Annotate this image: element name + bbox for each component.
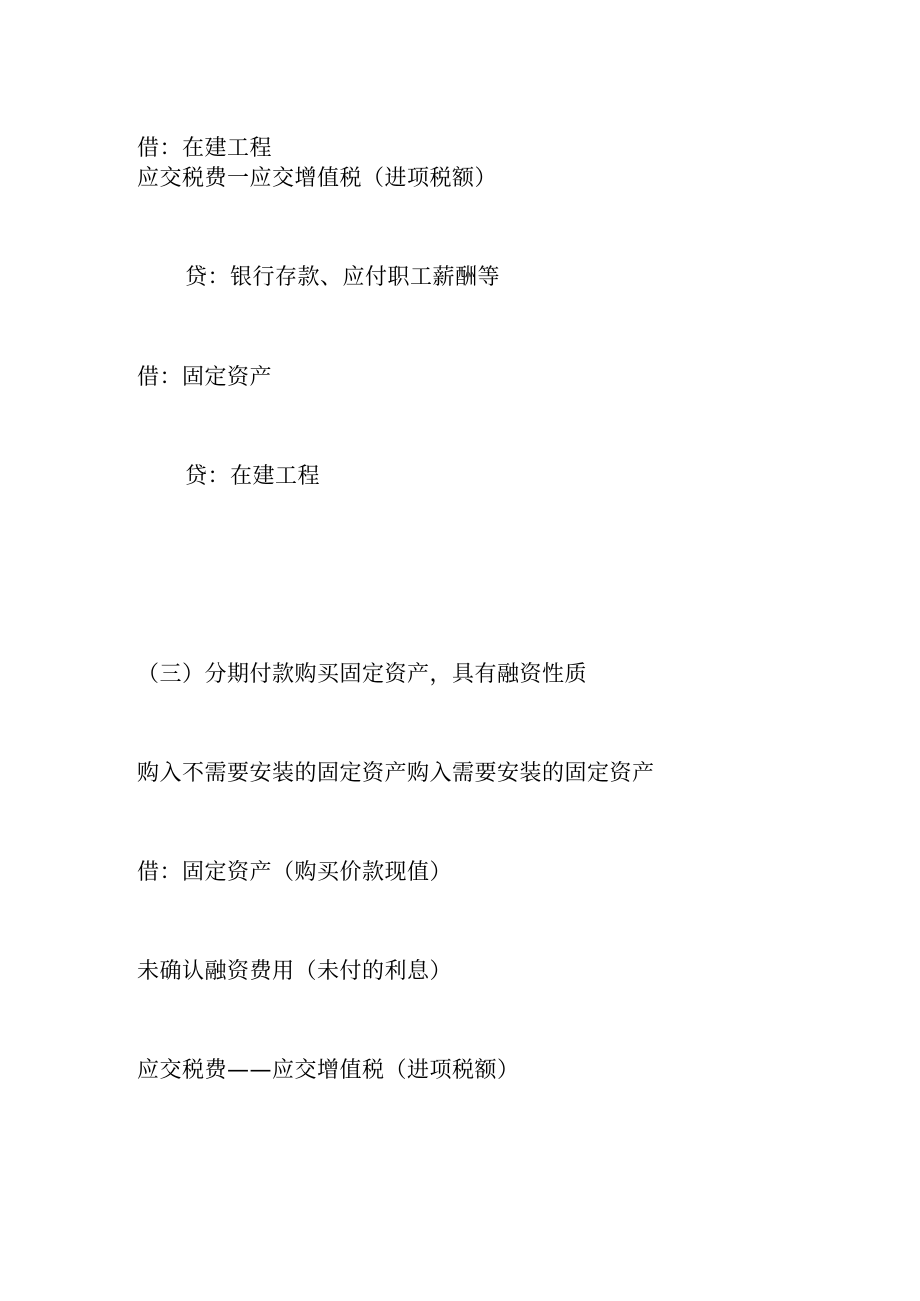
credit-bank-deposit-line: 贷：银行存款、应付职工薪酬等 [185,265,501,290]
vat-input-tax-line: 应交税费一应交增值税（进项税额） [137,166,498,191]
unrecognized-financing-expense-line: 未确认融资费用（未付的利息） [137,959,453,984]
vat-input-tax-line-2: 应交税费——应交增值税（进项税额） [137,1058,520,1083]
debit-fixed-assets-present-value: 借：固定资产（购买价款现值） [137,860,453,885]
debit-fixed-assets: 借：固定资产 [137,365,273,390]
debit-construction-in-progress: 借：在建工程 [137,136,273,161]
section-heading-installment-purchase: （三）分期付款购买固定资产，具有融资性质 [137,662,588,687]
purchase-types-line: 购入不需要安装的固定资产购入需要安装的固定资产 [137,761,655,786]
credit-construction-in-progress: 贷：在建工程 [185,464,321,489]
